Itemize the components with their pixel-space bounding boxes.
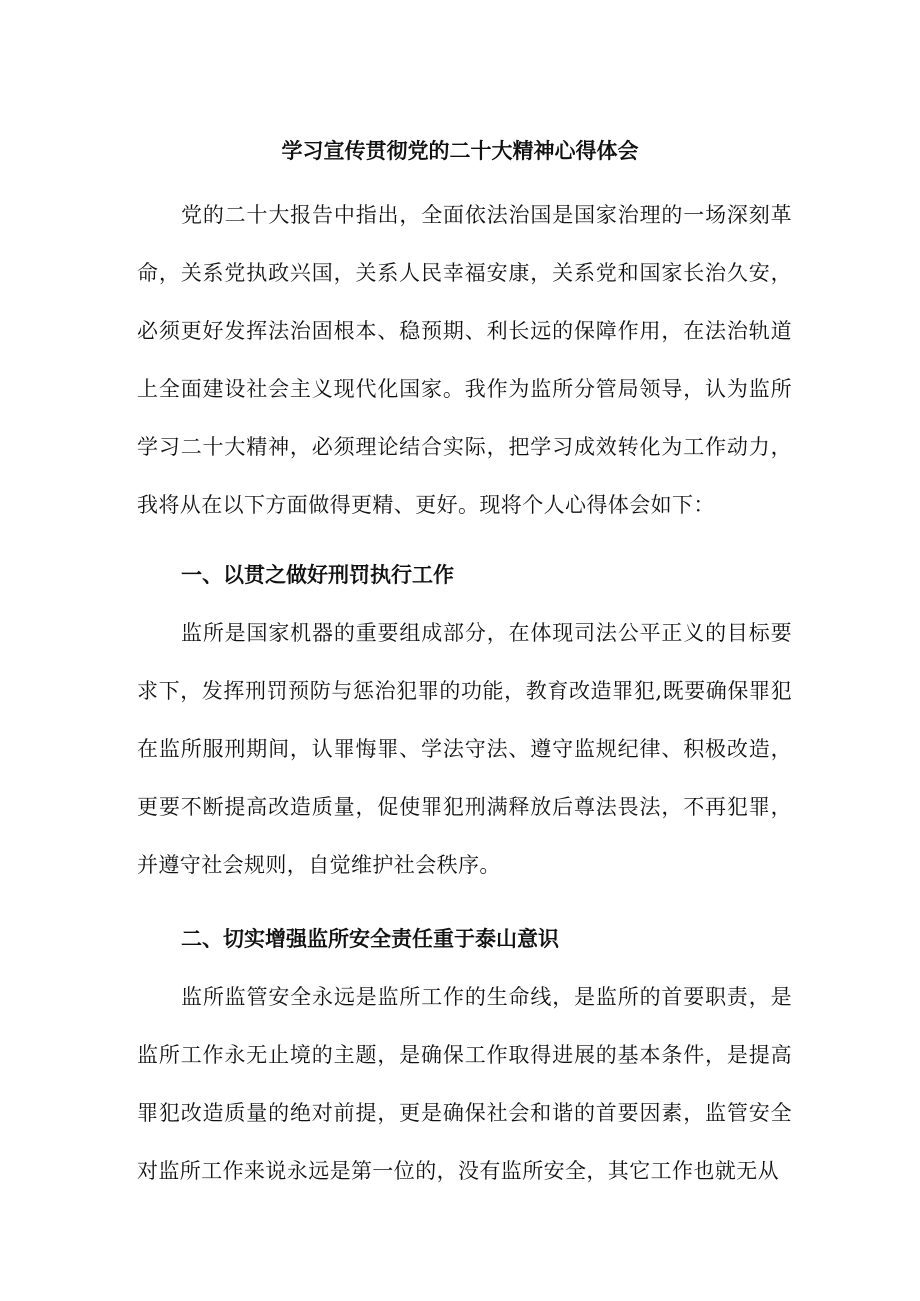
paragraph-section-2: 监所监管安全永远是监所工作的生命线，是监所的首要职责，是监所工作永无止境的主题，是确保工作取得进展的基本条件，是提高罪犯改造质量的绝对前提，更是确保社会和谐的首要因素，监管安全对监所工作来说永远是第一位的，没有监所安全，其它工作也就无从 [137, 985, 792, 1183]
section-heading-1: 一、以贯之做好刑罚执行工作 [181, 562, 454, 587]
document-title: 学习宣传贯彻党的二十大精神心得体会 [281, 138, 639, 163]
section-heading-2: 二、切实增强监所安全责任重于泰山意识 [181, 926, 559, 951]
paragraph-section-1: 监所是国家机器的重要组成部分，在体现司法公平正义的目标要求下，发挥刑罚预防与惩治犯罪的功能，教育改造罪犯,既要确保罪犯在监所服刑期间，认罪悔罪、学法守法、遵守监规纪律、积极改造，更要不断提高改造质量，促使罪犯刑满释放后尊法畏法，不再犯罪，并遵守社会规则，自觉维护社会秩序。 [137, 621, 792, 877]
paragraph-intro: 党的二十大报告中指出，全面依法治国是国家治理的一场深刻革命，关系党执政兴国，关系人民幸福安康，关系党和国家长治久安，必须更好发挥法治固根本、稳预期、利长远的保障作用，在法治轨道上全面建设社会主义现代化国家。我作为监所分管局领导，认为监所学习二十大精神，必须理论结合实际，把学习成效转化为工作动力，我将从在以下方面做得更精、更好。现将个人心得体会如下： [137, 203, 792, 517]
